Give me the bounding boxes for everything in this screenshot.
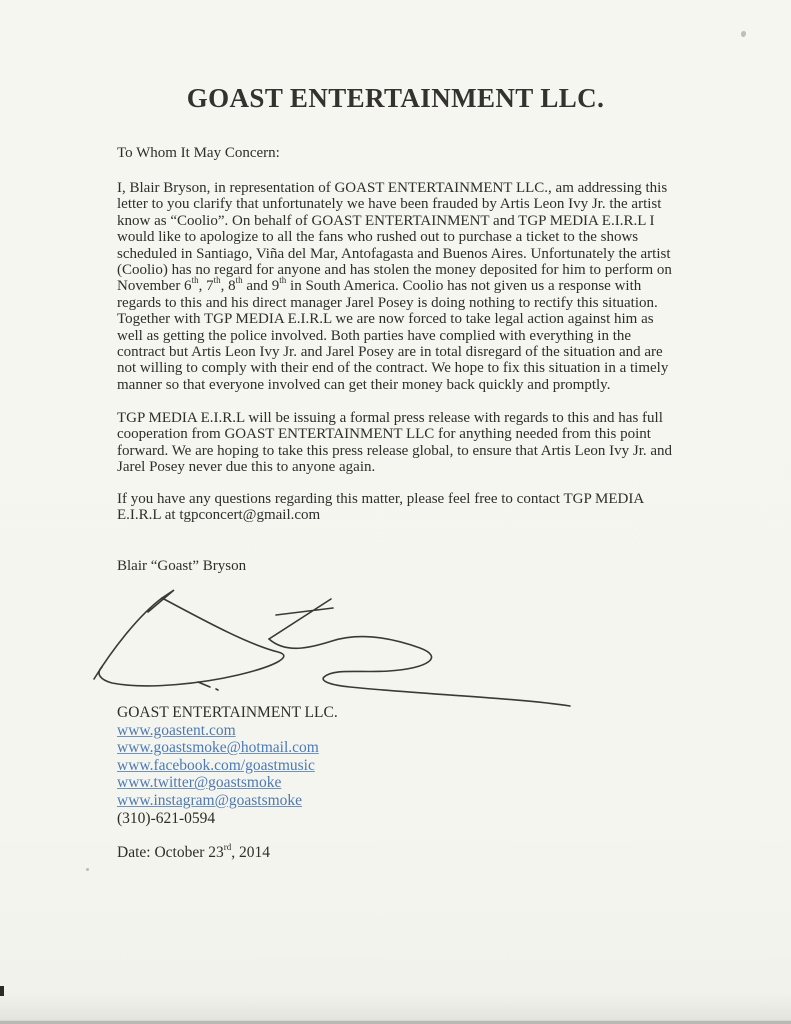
- ordinal-superscript: rd: [223, 841, 232, 852]
- ordinal-superscript: th: [213, 275, 221, 286]
- company-name: GOAST ENTERTAINMENT LLC.: [117, 704, 338, 721]
- ordinal-superscript: th: [279, 275, 287, 286]
- para1-text: , 7: [198, 278, 214, 295]
- para1-text: in South America. Coolio has not given us a response with regards to this and his direct manager Jarel Posey is doing nothing to rectify this situation. Together with TGP MEDIA E.I.R.L we are now forced to take legal action against him as well as getting the police involved. Both parties have complied with everything in the contract but Artis Leon Ivy Jr. and Jarel Posey are in total disregard of the situation and are not willing to comply with their end of the contract. We hope to fix this situation in a timely manner so that everyone involved can get their money back quickly and promptly.: [117, 278, 669, 393]
- signature-stroke-left-loop: [99, 598, 284, 686]
- twitter-link[interactable]: www.twitter@goastsmoke: [117, 774, 282, 792]
- phone-number: (310)-621-0594: [117, 809, 216, 827]
- body-paragraph-3: If you have any questions regarding this matter, please feel free to contact TGP MEDIA E.I.R.L at tgpconcert@gmail.com: [117, 491, 644, 524]
- letter-footer: [117, 704, 680, 827]
- date-line: [117, 841, 680, 861]
- scan-speck: [741, 31, 746, 37]
- instagram-link[interactable]: www.instagram@goastsmoke: [117, 791, 303, 809]
- scan-bottom-edge: [0, 1020, 791, 1024]
- para1-text: I, Blair Bryson, in representation of GOAST ENTERTAINMENT LLC., am addressing this letter to you clarify that unfortunately we have been frauded by Artis Leon Ivy Jr. the artist know as “Coolio”. On behalf of GOAST ENTERTAINMENT and TGP MEDIA E.I.R.L I would like to apologize to all the fans who rushed out to purchase a ticket to the shows scheduled in Santiago, Viña del Mar, Antofagasta and Buenos Aires. Unfortunately the artist (Coolio) has no regard for anyone and has stolen the money deposited for him to perform on November 6: [117, 180, 672, 295]
- body-paragraph-1: [117, 180, 680, 393]
- letterhead-title: GOAST ENTERTAINMENT LLC.: [186, 83, 605, 113]
- ordinal-superscript: th: [235, 275, 243, 286]
- email-link[interactable]: www.goastsmoke@hotmail.com: [117, 739, 319, 757]
- signature-stroke-left: [94, 590, 174, 679]
- signer-name: Blair “Goast” Bryson: [117, 558, 247, 574]
- scan-speck: [86, 868, 89, 871]
- signature-stroke-flick: [198, 682, 218, 690]
- facebook-link[interactable]: www.facebook.com/goastmusic: [117, 756, 315, 774]
- body-paragraph-2: TGP MEDIA E.I.R.L will be issuing a formal press release with regards to this and has full cooperation from GOAST ENTERTAINMENT LLC for anything needed from this point forward. We are hoping to take this press release global, to ensure that Artis Leon Ivy Jr. and Jarel Posey never due this to anyone again.: [117, 410, 673, 476]
- signature-stroke-cross: [269, 599, 333, 639]
- scan-edge-mark: [0, 986, 4, 996]
- para1-text: , 8: [220, 278, 236, 295]
- handwritten-signature: [88, 586, 578, 714]
- salutation: To Whom It May Concern:: [117, 145, 280, 161]
- date-text: , 2014: [231, 844, 270, 861]
- website-link[interactable]: www.goastent.com: [117, 721, 236, 739]
- para1-text: and 9: [242, 278, 280, 295]
- signature-stroke-right-loop: [269, 637, 570, 706]
- date-text: Date: October 23: [117, 844, 224, 861]
- ordinal-superscript: th: [191, 275, 199, 286]
